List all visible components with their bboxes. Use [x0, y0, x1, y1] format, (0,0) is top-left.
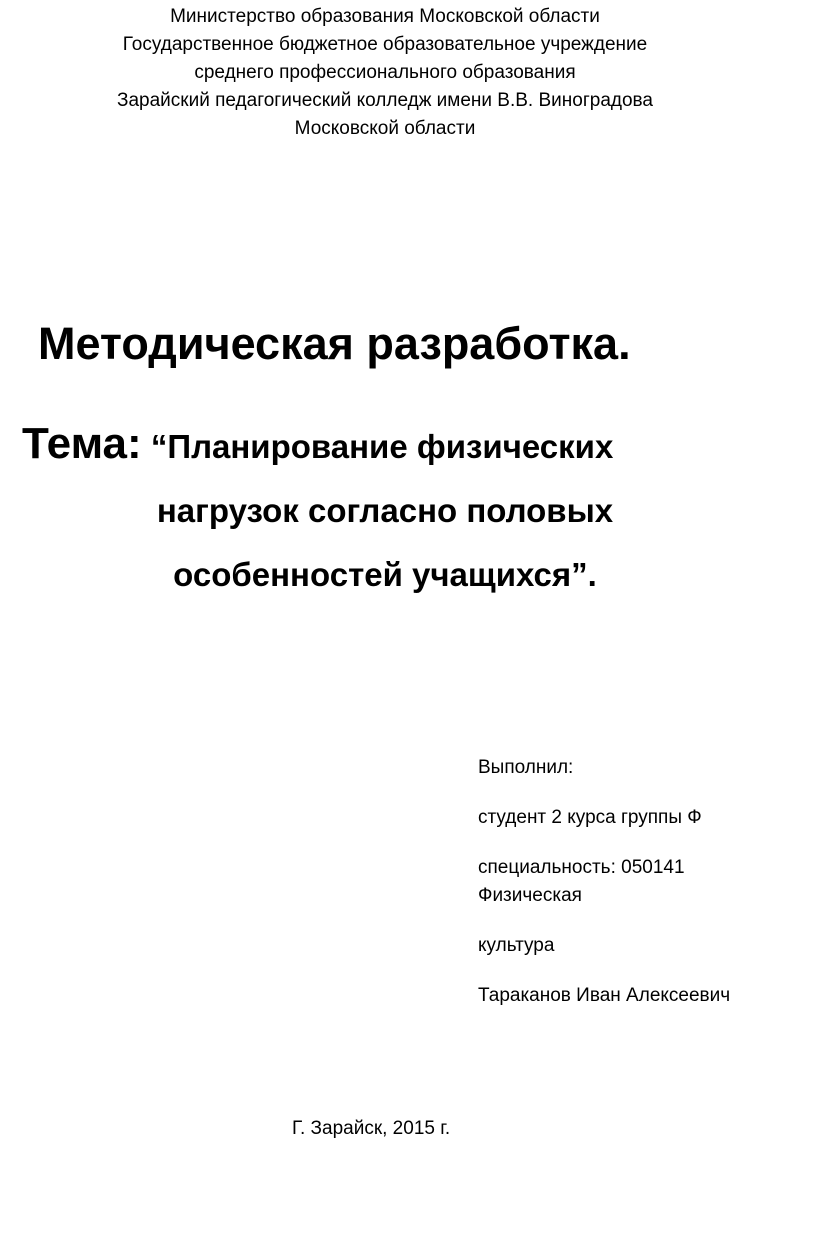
topic-label: Тема:: [22, 419, 142, 468]
topic-text-line-2: нагрузок согласно половых: [156, 492, 614, 529]
document-title: Методическая разработка.: [38, 318, 631, 369]
header-line-institution-type: Государственное бюджетное образовательное учреждение: [122, 34, 648, 55]
specialty-line-1: специальность: 050141: [478, 857, 685, 878]
specialty-line-3: культура: [478, 935, 555, 956]
header-line-college-name: Зарайский педагогический колледж имени В.В. Виноградова: [117, 90, 653, 111]
author-block: [478, 754, 778, 1010]
author-name: Тараканов Иван Алексеевич: [478, 985, 731, 1006]
topic-first-line: [0, 412, 770, 479]
topic-text-line-1: “Планирование физических: [150, 428, 614, 465]
topic-text-line-3: особенностей учащихся”.: [173, 556, 597, 593]
header-line-ministry: Министерство образования Московской области: [170, 6, 600, 27]
student-info: студент 2 курса группы Ф: [478, 807, 702, 828]
header-line-education-level: среднего профессионального образования: [194, 62, 576, 83]
specialty-line-2: Физическая: [478, 885, 582, 906]
institution-header: [0, 3, 770, 143]
topic-block: [0, 412, 770, 607]
header-line-region: Московской области: [294, 118, 476, 139]
performed-label: Выполнил:: [478, 757, 574, 778]
city-year: Г. Зарайск, 2015 г.: [292, 1118, 451, 1139]
